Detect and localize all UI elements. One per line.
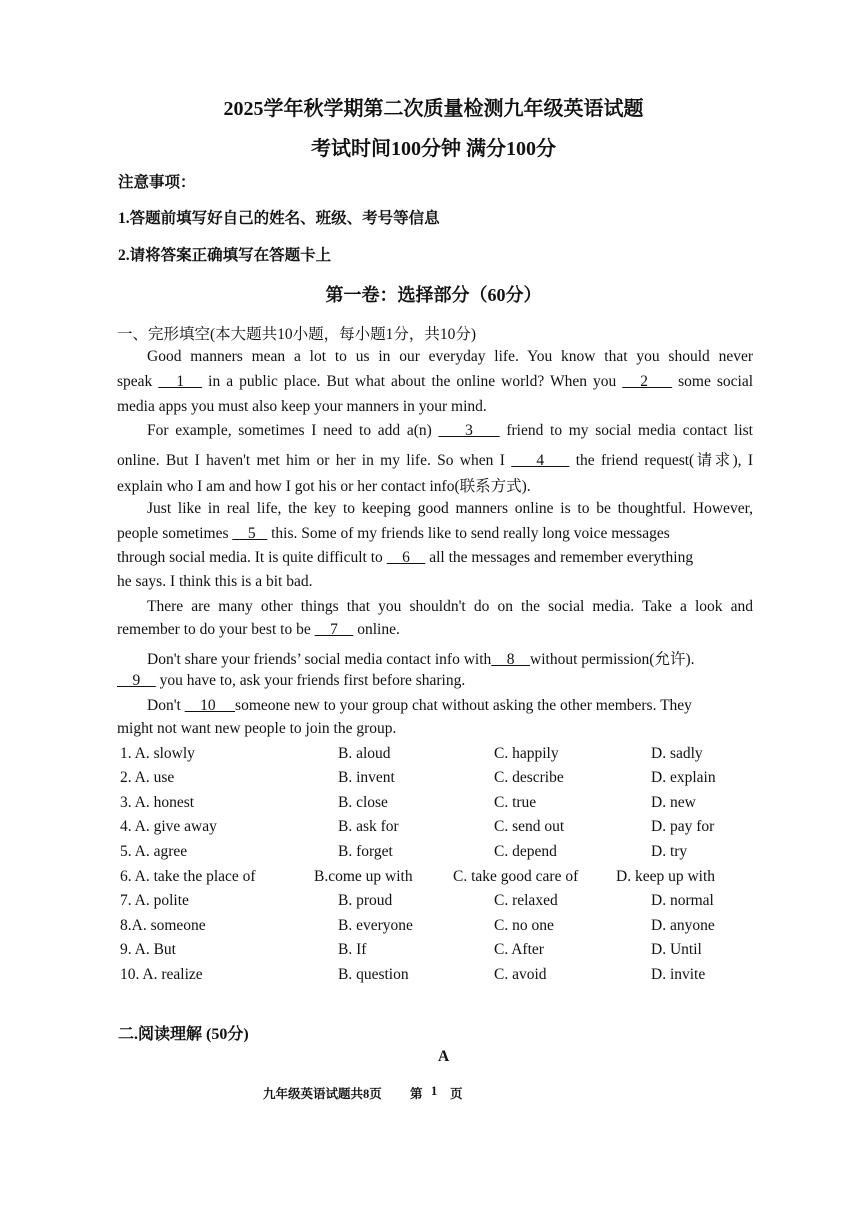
passage-line-15: Don't 10 someone new to your group chat without asking the other members. They xyxy=(147,697,692,714)
notice-item-2: 2.请将答案正确填写在答题卡上 xyxy=(118,247,332,264)
option-5a: 5. A. agree xyxy=(120,843,188,860)
option-6d: D. keep up with xyxy=(616,868,716,885)
blank-6: 6 xyxy=(386,549,426,566)
option-8d: D. anyone xyxy=(651,917,715,934)
option-8c: C. no one xyxy=(494,917,554,934)
passage-line-8: people sometimes 5 this. Some of my friends like to send really long voice messages xyxy=(117,525,670,542)
option-7d: D. normal xyxy=(651,892,714,909)
blank-10: 10 xyxy=(184,697,236,714)
passage-line-3: media apps you must also keep your manners in your mind. xyxy=(117,398,487,415)
notice-item-1: 1.答题前填写好自己的姓名、班级、考号等信息 xyxy=(118,210,440,227)
passage-line-9: through social media. It is quite difficult to 6 all the messages and remember everything xyxy=(117,549,694,566)
part1-title: 第一卷：选择部分（60分） xyxy=(325,285,542,305)
section2-passage-label: A xyxy=(438,1048,450,1065)
option-2d: D. explain xyxy=(651,769,716,786)
passage-line-5: online. But I haven't met him or her in my life. So when I 4 the friend request(请求), I xyxy=(117,452,754,469)
footer-page-label: 第 xyxy=(410,1087,423,1101)
option-9a: 9. A. But xyxy=(120,941,176,958)
option-4c: C. send out xyxy=(494,818,565,835)
option-10c: C. avoid xyxy=(494,966,547,983)
blank-8: 8 xyxy=(491,651,531,668)
exam-title: 2025学年秋学期第二次质量检测九年级英语试题 xyxy=(223,98,644,120)
option-9c: C. After xyxy=(494,941,544,958)
passage-line-16: might not want new people to join the group. xyxy=(117,720,397,737)
footer-page-total: 九年级英语试题共8页 xyxy=(263,1087,382,1101)
footer-page-number: 1 xyxy=(431,1084,438,1098)
option-2c: C. describe xyxy=(494,769,564,786)
option-5c: C. depend xyxy=(494,843,557,860)
blank-7: 7 xyxy=(314,621,354,638)
option-1d: D. sadly xyxy=(651,745,703,762)
option-5d: D. try xyxy=(651,843,688,860)
passage-line-13: Don't share your friends’ social media contact info with 8 without permission(允许). xyxy=(147,651,695,668)
option-7c: C. relaxed xyxy=(494,892,558,909)
option-9b: B. If xyxy=(338,941,367,958)
exam-subtitle: 考试时间100分钟 满分100分 xyxy=(311,138,556,160)
option-10a: 10. A. realize xyxy=(120,966,203,983)
option-4a: 4. A. give away xyxy=(120,818,217,835)
passage-line-11: There are many other things that you shouldn't do on the social media. Take a look and xyxy=(147,598,753,615)
passage-line-1: Good manners mean a lot to us in our everyday life. You know that you should never xyxy=(147,348,753,365)
passage-line-6: explain who I am and how I got his or her contact info(联系方式). xyxy=(117,478,531,495)
option-9d: D. Until xyxy=(651,941,702,958)
option-3a: 3. A. honest xyxy=(120,794,195,811)
option-5b: B. forget xyxy=(338,843,393,860)
option-4b: B. ask for xyxy=(338,818,399,835)
passage-line-12: remember to do your best to be 7 online. xyxy=(117,621,400,638)
option-10b: B. question xyxy=(338,966,409,983)
option-10d: D. invite xyxy=(651,966,706,983)
blank-1: 1 xyxy=(158,373,203,390)
section2-heading: 二.阅读理解 (50分) xyxy=(118,1026,249,1043)
section1-heading: 一、完形填空(本大题共10小题，每小题1分，共10分) xyxy=(117,326,477,343)
passage-line-14: 9 you have to, ask your friends first before sharing. xyxy=(117,672,466,689)
option-7a: 7. A. polite xyxy=(120,892,189,909)
blank-2: 2 xyxy=(622,373,673,390)
option-2a: 2. A. use xyxy=(120,769,175,786)
option-3b: B. close xyxy=(338,794,388,811)
option-6b: B.come up with xyxy=(314,868,413,885)
option-6c: C. take good care of xyxy=(453,868,579,885)
option-8b: B. everyone xyxy=(338,917,413,934)
blank-9: 9 xyxy=(117,672,156,689)
option-1a: 1. A. slowly xyxy=(120,745,195,762)
passage-line-10: he says. I think this is a bit bad. xyxy=(117,573,313,590)
option-7b: B. proud xyxy=(338,892,393,909)
option-1b: B. aloud xyxy=(338,745,391,762)
option-8a: 8.A. someone xyxy=(120,917,206,934)
blank-3: 3 xyxy=(438,422,500,439)
footer-page-suffix: 页 xyxy=(450,1087,463,1101)
option-4d: D. pay for xyxy=(651,818,715,835)
blank-4: 4 xyxy=(511,452,570,469)
option-2b: B. invent xyxy=(338,769,395,786)
passage-line-7: Just like in real life, the key to keeping good manners online is to be thoughtful. However, xyxy=(147,500,753,517)
passage-line-2: speak 1 in a public place. But what about the online world? When you 2 some social xyxy=(117,373,754,390)
notice-heading: 注意事项： xyxy=(118,174,196,191)
option-3d: D. new xyxy=(651,794,696,811)
passage-line-4: For example, sometimes I need to add a(n) 3 friend to my social media contact list xyxy=(147,422,753,439)
option-1c: C. happily xyxy=(494,745,559,762)
option-3c: C. true xyxy=(494,794,537,811)
option-6a: 6. A. take the place of xyxy=(120,868,256,885)
blank-5: 5 xyxy=(232,525,268,542)
